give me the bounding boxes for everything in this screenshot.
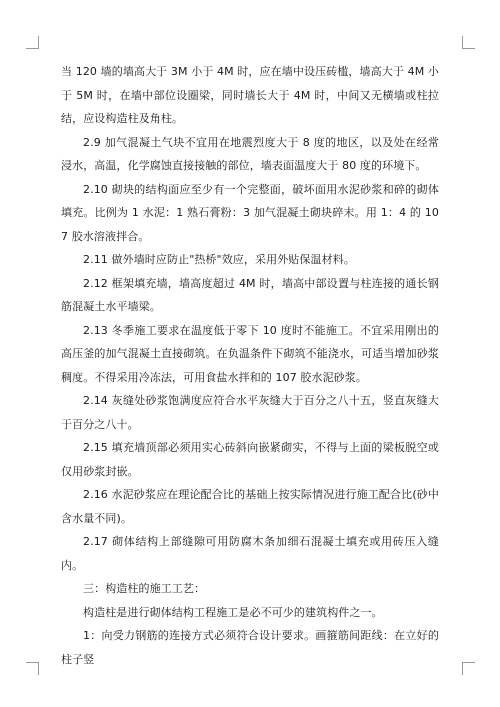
paragraph-2-14: 2.14 灰缝处砂浆饱满度应符合水平灰缝大于百分之八十五，竖直灰缝大于百分之八十。	[61, 394, 439, 431]
crop-mark-bottom-right	[462, 662, 475, 675]
paragraph-2-11: 2.11 做外墙时应防止"热桥"效应，采用外贴保温材料。	[83, 253, 355, 266]
crop-mark-top-right	[462, 36, 475, 49]
paragraph-step-1: 1：向受力钢筋的连接方式必须符合设计要求。画箍筋间距线：在立好的柱子竖	[61, 629, 439, 666]
paragraph-continuation: 当 120 墙的墙高大于 3M 小于 4M 时，应在墙中设压砖槛，墙高大于 4M 小于 5M 时，在墙中部位设圈梁，同时墙长大于 4M 时，中间又无横墙或柱拉结，应设构造柱及角柱。	[61, 65, 439, 125]
paragraph-2-9: 2.9 加气混凝土气块不宜用在地震烈度大于 8 度的地区，以及处在经常浸水，高温，化学腐蚀直接接触的部位，墙表面温度大于 80 度的环境下。	[61, 135, 439, 172]
paragraph-2-13: 2.13 冬季施工要求在温度低于零下 10 度时不能施工。不宜采用刚出的高压釜的加气混凝土直接砌筑。在负温条件下砌筑不能浇水，可适当增加砂浆稠度。不得采用冷冻法，可用食盐水拌和的 107 胶水泥砂浆。	[61, 323, 439, 384]
paragraph-2-10: 2.10 砌块的结构面应至少有一个完整面，破坏面用水泥砂浆和碎的砌体填充。比例为 1 水泥：1 熟石膏粉：3 加气混凝土砌块碎末。用 1：4 的 107 胶水溶液拌合。	[61, 182, 439, 243]
paragraph-2-12: 2.12 框架填充墙，墙高度超过 4M 时，墙高中部设置与柱连接的通长钢筋混凝土水平墙梁。	[61, 276, 439, 313]
paragraph-2-17: 2.17 砌体结构上部缝隙可用防腐木条加细石混凝土填充或用砖压入缝内。	[61, 535, 439, 572]
crop-mark-top-left	[26, 36, 39, 49]
paragraph-2-15: 2.15 填充墙顶部必须用实心砖斜向嵌紧砌实，不得与上面的梁板脱空或仅用砂浆封嵌。	[61, 441, 439, 478]
paragraph-intro: 构造柱是进行砌体结构工程施工是必不可少的建筑构件之一。	[83, 605, 383, 619]
section-heading-3: 三：构造柱的施工工艺：	[83, 582, 206, 595]
document-body	[61, 60, 439, 671]
paragraph-2-16: 2.16 水泥砂浆应在理论配合比的基础上按实际情况进行施工配合比(砂中含水量不同)。	[61, 488, 439, 525]
crop-mark-bottom-left	[26, 662, 39, 675]
